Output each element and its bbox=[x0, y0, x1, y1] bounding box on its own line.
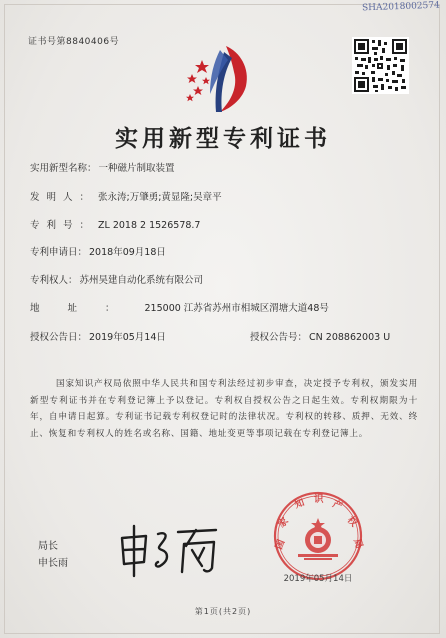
seal-date: 2019年05月14日 bbox=[283, 574, 353, 584]
svg-text:知: 知 bbox=[293, 497, 306, 511]
handwritten-signature-icon bbox=[112, 520, 230, 582]
field-value: 2018年09月18日 bbox=[89, 247, 166, 258]
field-inventors bbox=[30, 189, 222, 203]
field-patent-number bbox=[30, 217, 200, 231]
svg-text:识: 识 bbox=[314, 494, 324, 505]
field-value: 苏州昊建自动化系统有限公司 bbox=[79, 275, 204, 286]
field-value: 2019年05月14日 bbox=[89, 332, 166, 343]
document-title: 实用新型专利证书 bbox=[115, 125, 331, 152]
field-grant-date bbox=[30, 329, 166, 343]
field-label: 实用新型名称： bbox=[30, 163, 97, 174]
svg-text:局: 局 bbox=[351, 537, 365, 550]
field-value: 张永涛;万肇勇;黄显隆;吴章平 bbox=[98, 192, 222, 203]
cnipa-logo-icon bbox=[180, 42, 262, 116]
signature-block bbox=[38, 538, 68, 572]
field-grant-number bbox=[250, 329, 390, 343]
svg-text:产: 产 bbox=[330, 498, 344, 513]
field-label: 授权公告号： bbox=[250, 332, 308, 343]
signatory-title: 局长 bbox=[38, 541, 58, 552]
field-patentee bbox=[30, 272, 203, 286]
svg-text:家: 家 bbox=[276, 515, 291, 531]
field-label: 发明人： bbox=[30, 192, 97, 203]
handwritten-reference: SHA2018002574 bbox=[362, 0, 441, 14]
certificate-body-text: 国家知识产权局依照中华人民共和国专利法经过初步审查，决定授予专利权，颁发实用新型专利证书并在专利登记簿上予以登记。专利权自授权公告之日起生效。专利权期限为十年，自申请日起算。专利证书记载专利权登记时的法律状况。专利权的转移、质押、无效、终止、恢复和专利权人的姓名或名称、国籍、地址变更等事项记载在专利登记簿上。 bbox=[30, 379, 418, 439]
field-value: ZL 2018 2 1526578.7 bbox=[98, 220, 201, 231]
field-address bbox=[30, 300, 329, 314]
field-utility-model-name bbox=[30, 160, 175, 174]
field-label: 专利权人： bbox=[30, 275, 78, 286]
field-label: 专利号： bbox=[30, 220, 97, 231]
svg-text:国: 国 bbox=[273, 538, 288, 552]
field-value: 215000 江苏省苏州市相城区渭塘大道48号 bbox=[144, 303, 329, 314]
svg-text:权: 权 bbox=[344, 514, 360, 530]
field-value: 一种磁片制取装置 bbox=[98, 163, 175, 174]
official-seal-icon bbox=[268, 490, 368, 582]
field-label: 地址： bbox=[30, 303, 143, 314]
certificate-number: 证书号第8840406号 bbox=[28, 37, 120, 47]
field-value: CN 208862003 U bbox=[309, 332, 391, 343]
qr-code-icon bbox=[352, 37, 409, 94]
signatory-name: 申长雨 bbox=[38, 558, 68, 569]
field-label: 专利申请日： bbox=[30, 247, 88, 258]
page-footer: 第1页(共2页) bbox=[194, 607, 252, 616]
field-label: 授权公告日： bbox=[30, 332, 88, 343]
field-filing-date bbox=[30, 244, 166, 258]
